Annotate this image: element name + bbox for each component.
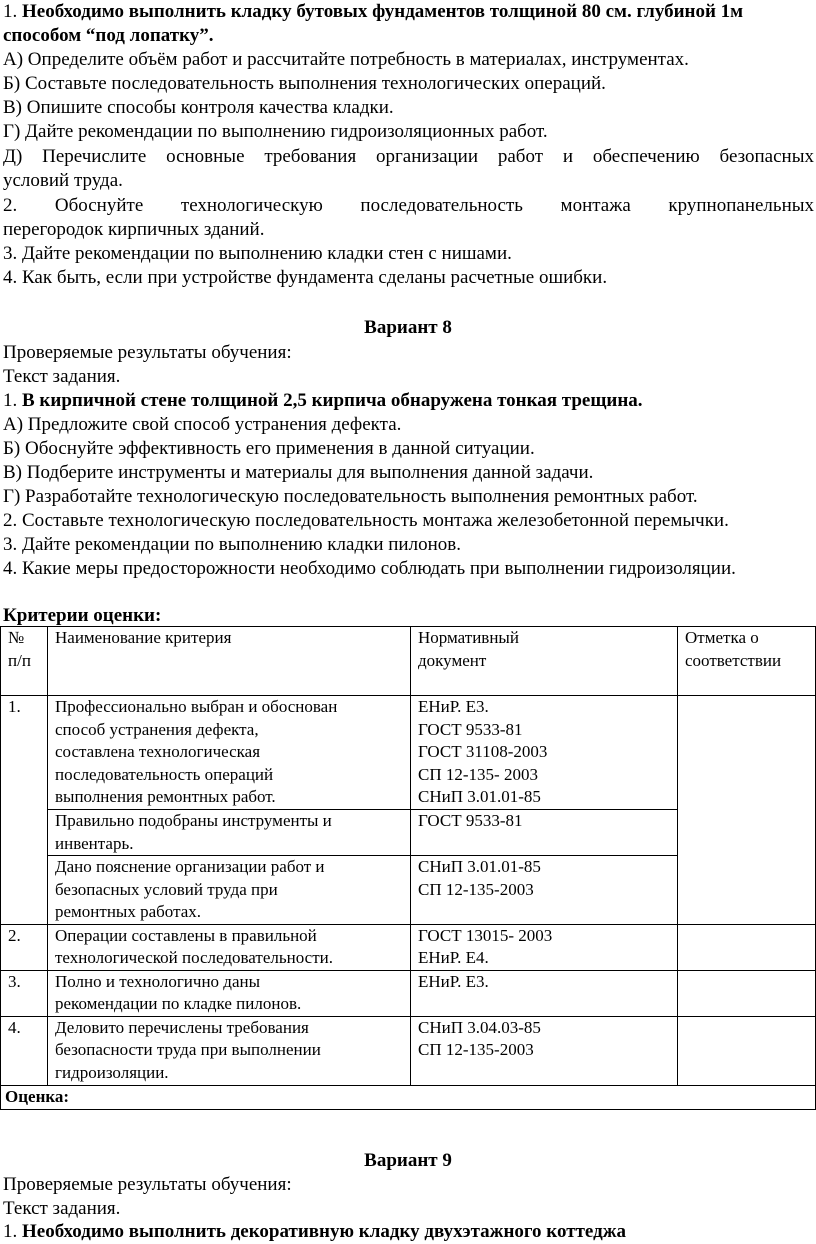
row-document: ЕНиР. Е3. ГОСТ 9533-81 ГОСТ 31108-2003 СП 12-135- 2003 СНиП 3.01.01-85 [411,696,678,810]
row-document: ГОСТ 9533-81 [411,810,678,856]
variant-8-task-v: В) Подберите инструменты и материалы для выполнения данной задачи. [3,462,594,483]
grade-cell: Оценка: [1,1085,816,1109]
criteria-header-row [1,627,816,696]
row-mark [678,924,816,970]
row-document: ЕНиР. Е3. [411,970,678,1016]
variant-8-results: Проверяемые результаты обучения: [3,342,292,363]
task-a: А) Определите объём работ и рассчитайте потребность в материалах, инструментах. [3,49,689,70]
variant-8-title: Вариант 8 [364,317,452,338]
question-1-line-2: способом “под лопатку”. [3,25,214,46]
question-1-line-1: 1. Необходимо выполнить кладку бутовых фундаментов толщиной 80 см. глубиной 1м [3,1,744,22]
row-mark [678,696,816,925]
task-b: Б) Составьте последовательность выполнения технологических операций. [3,73,606,94]
row-num: 1. [1,696,48,925]
row-criterion: Операции составлены в правильной технологической последовательности. [48,924,411,970]
variant-8-task-a: А) Предложите свой способ устранения дефекта. [3,414,402,435]
row-num: 3. [1,970,48,1016]
variant-9-results: Проверяемые результаты обучения: [3,1174,292,1195]
variant-8-task-label: Текст задания. [3,366,121,387]
row-num: 4. [1,1016,48,1085]
variant-9-task-label: Текст задания. [3,1198,121,1219]
question-2-line-1: 2. Обоснуйте технологическую последовательность монтажа крупнопанельных [3,195,814,216]
table-row [1,970,816,1016]
row-document: СНиП 3.04.03-85 СП 12-135-2003 [411,1016,678,1085]
question-3: 3. Дайте рекомендации по выполнению кладки стен с нишами. [3,243,512,264]
variant-8-question-2: 2. Составьте технологическую последовательность монтажа железобетонной перемычки. [3,510,729,531]
row-num: 2. [1,924,48,970]
variant-9-question-1: 1. Необходимо выполнить декоративную кладку двухэтажного коттеджа [3,1221,626,1242]
variant-9-title: Вариант 9 [364,1150,452,1171]
row-document: ГОСТ 13015- 2003 ЕНиР. Е4. [411,924,678,970]
question-2-line-2: перегородок кирпичных зданий. [3,219,265,240]
header-num: № п/п [1,627,48,696]
criteria-heading: Критерии оценки: [3,605,162,626]
task-v: В) Опишите способы контроля качества кладки. [3,97,394,118]
row-mark [678,970,816,1016]
row-criterion: Деловито перечислены требования безопасности труда при выполнении гидроизоляции. [48,1016,411,1085]
row-mark [678,1016,816,1085]
table-row [1,924,816,970]
criteria-table [0,626,816,1110]
table-row [1,696,816,810]
task-d-line-2: условий труда. [3,170,123,191]
task-g: Г) Дайте рекомендации по выполнению гидроизоляционных работ. [3,121,548,142]
variant-8-question-4: 4. Какие меры предосторожности необходимо соблюдать при выполнении гидроизоляции. [3,558,736,579]
grade-row [1,1085,816,1109]
row-criterion: Правильно подобраны инструменты и инвентарь. [48,810,411,856]
header-mark: Отметка о соответствии [678,627,816,696]
table-row [1,1016,816,1085]
row-criterion: Профессионально выбран и обоснован способ устранения дефекта, составлена технологическая последовательность операций выполнения ремонтных работ. [48,696,411,810]
variant-8-question-1: 1. В кирпичной стене толщиной 2,5 кирпича обнаружена тонкая трещина. [3,390,643,411]
row-document: СНиП 3.01.01-85 СП 12-135-2003 [411,856,678,925]
header-doc: Нормативный документ [411,627,678,696]
header-name: Наименование критерия [48,627,411,696]
variant-8-task-g: Г) Разработайте технологическую последовательность выполнения ремонтных работ. [3,486,698,507]
variant-8-task-b: Б) Обоснуйте эффективность его применения в данной ситуации. [3,438,535,459]
variant-8-question-3: 3. Дайте рекомендации по выполнению кладки пилонов. [3,534,461,555]
row-criterion: Дано пояснение организации работ и безопасных условий труда при ремонтных работах. [48,856,411,925]
task-d-line-1: Д) Перечислите основные требования организации работ и обеспечению безопасных [3,146,814,167]
question-4: 4. Как быть, если при устройстве фундамента сделаны расчетные ошибки. [3,267,608,288]
row-criterion: Полно и технологично даны рекомендации по кладке пилонов. [48,970,411,1016]
